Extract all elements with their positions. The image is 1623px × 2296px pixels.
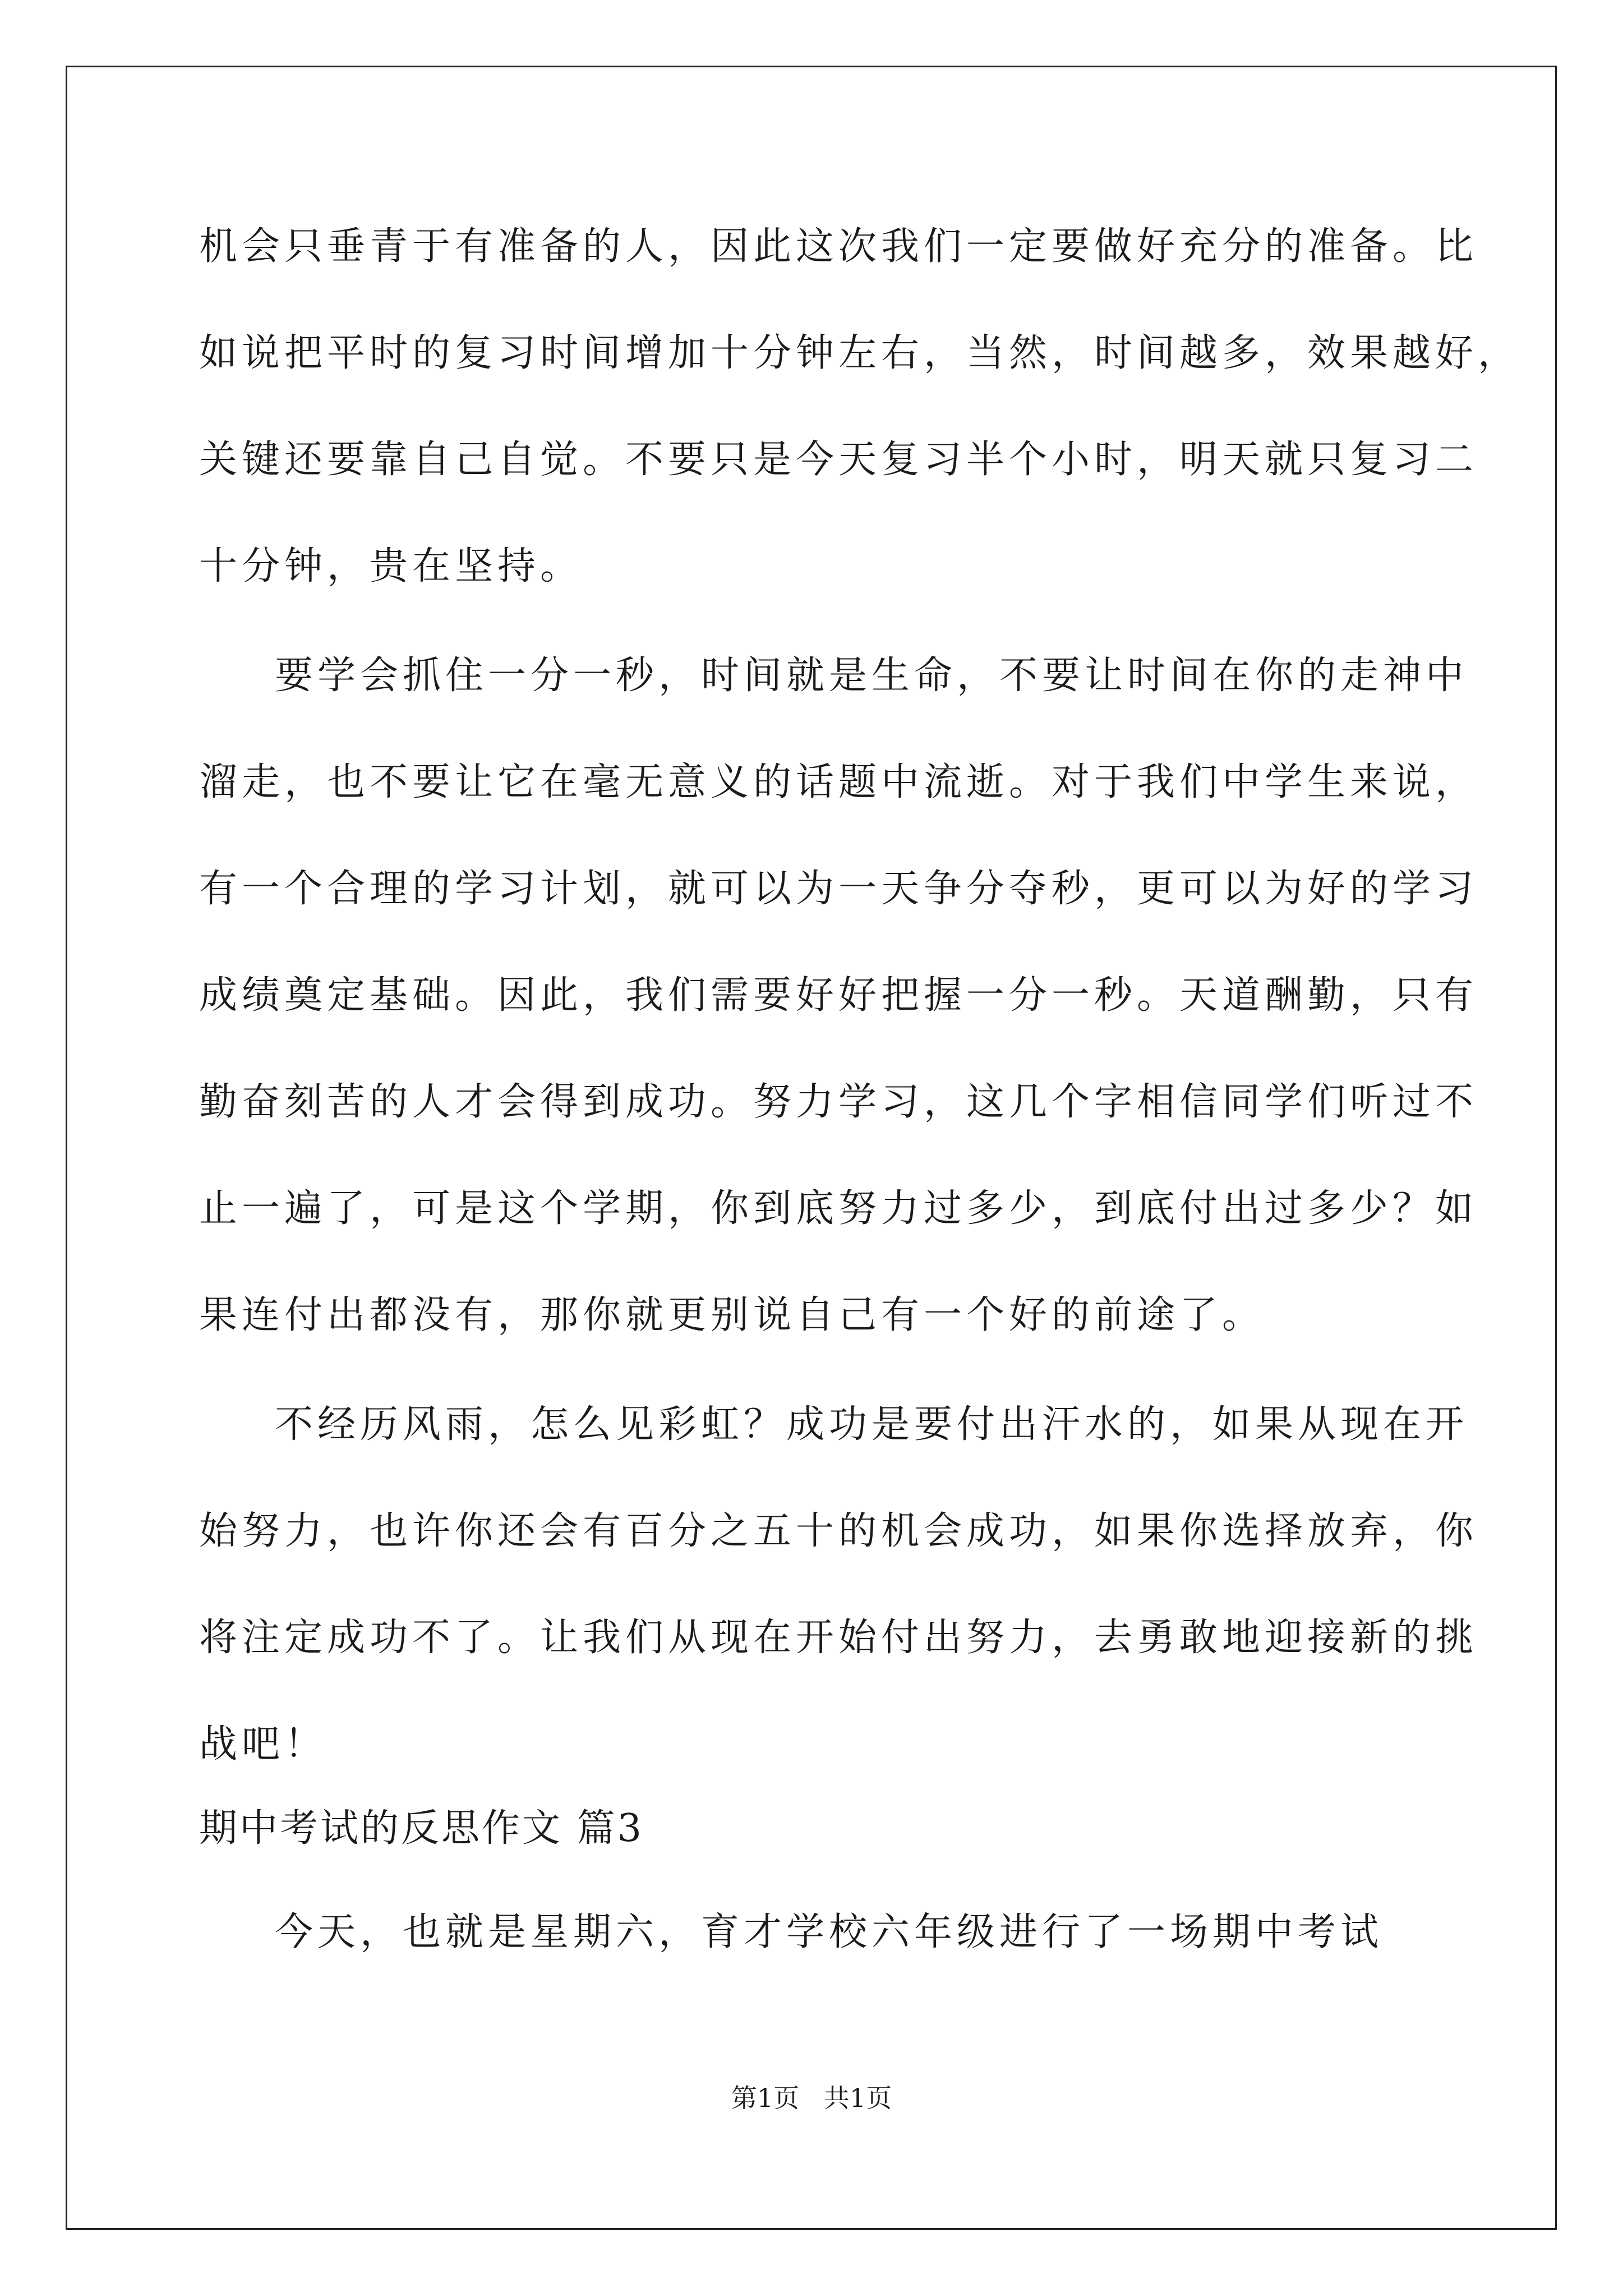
paragraph-3-line-4: 战吧！ — [199, 1722, 328, 1766]
paragraph-3-line-1: 不经历风雨，怎么见彩虹？成功是要付出汗水的，如果从现在开 — [275, 1402, 1469, 1447]
paragraph-2-line-2: 溜走，也不要让它在毫无意义的话题中流逝。对于我们中学生来说， — [199, 760, 1478, 804]
paragraph-2-line-7: 果连付出都没有，那你就更别说自己有一个好的前途了。 — [199, 1293, 1265, 1337]
paragraph-2-line-4: 成绩奠定基础。因此，我们需要好好把握一分一秒。天道酬勤，只有 — [199, 973, 1478, 1018]
paragraph-1-line-3: 关键还要靠自己自觉。不要只是今天复习半个小时，明天就只复习二 — [199, 438, 1478, 482]
paragraph-3-line-2: 始努力，也许你还会有百分之五十的机会成功，如果你选择放弃，你 — [199, 1509, 1478, 1553]
paragraph-2-line-3: 有一个合理的学习计划，就可以为一天争分夺秒，更可以为好的学习 — [199, 867, 1478, 911]
paragraph-2-line-1: 要学会抓住一分一秒，时间就是生命，不要让时间在你的走神中 — [275, 654, 1469, 698]
paragraph-3-line-3: 将注定成功不了。让我们从现在开始付出努力，去勇敢地迎接新的挑 — [199, 1616, 1478, 1660]
page-number-footer: 第1页 共1页 — [731, 2083, 892, 2113]
paragraph-1-line-2: 如说把平时的复习时间增加十分钟左右，当然，时间越多，效果越好， — [199, 331, 1521, 375]
paragraph-1-line-4: 十分钟，贵在坚持。 — [199, 544, 583, 588]
page-border — [66, 66, 1557, 2230]
paragraph-1-line-1: 机会只垂青于有准备的人，因此这次我们一定要做好充分的准备。比 — [199, 224, 1478, 269]
last-paragraph-line: 今天，也就是星期六，育才学校六年级进行了一场期中考试 — [275, 1910, 1384, 1954]
paragraph-2-line-5: 勤奋刻苦的人才会得到成功。努力学习，这几个字相信同学们听过不 — [199, 1080, 1478, 1124]
section-heading: 期中考试的反思作文 篇3 — [199, 1806, 644, 1851]
paragraph-2-line-6: 止一遍了，可是这个学期，你到底努力过多少，到底付出过多少？如 — [199, 1186, 1478, 1231]
